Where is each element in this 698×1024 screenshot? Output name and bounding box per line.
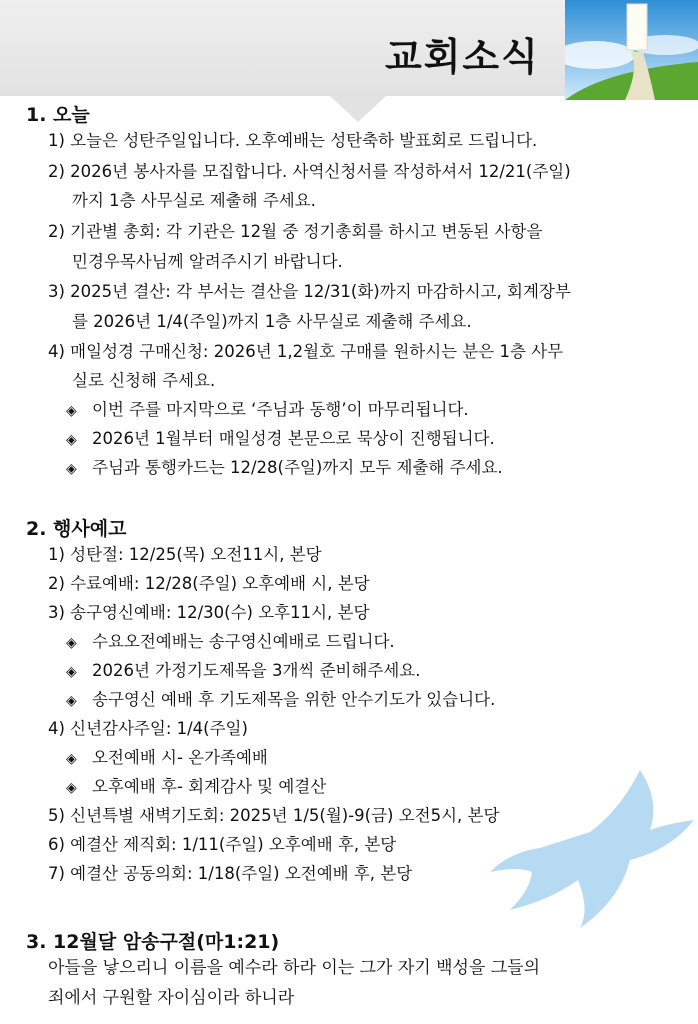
diamond-bullet-icon: ◈: [66, 461, 77, 477]
header-illustration: [565, 0, 698, 100]
diamond-bullet-icon: ◈: [66, 780, 77, 796]
bullet-item: ◈ 2026년 가정기도제목을 3개씩 준비해주세요.: [66, 661, 421, 680]
diamond-bullet-icon: ◈: [66, 693, 77, 709]
event-item: 4) 신년감사주일: 1/4(주일): [48, 719, 248, 738]
bullet-item: ◈ 오후예배 후- 회계감사 및 예결산: [66, 777, 327, 796]
event-item: 2) 수료예배: 12/28(주일) 오후예배 시, 본당: [48, 574, 370, 593]
dove-icon: [470, 760, 698, 930]
section-1-line: 4) 매일성경 구매신청: 2026년 1,2월호 구매를 원하시는 분은 1층 사무: [48, 342, 564, 361]
bullet-item: ◈ 송구영신 예배 후 기도제목을 위한 안수기도가 있습니다.: [66, 690, 496, 709]
diamond-bullet-icon: ◈: [66, 432, 77, 448]
section-1-line: 2) 2026년 봉사자를 모집합니다. 사역신청서를 작성하셔서 12/21(주일): [48, 162, 571, 181]
event-item: 3) 송구영신예배: 12/30(수) 오후11시, 본당: [48, 603, 370, 622]
section-1-line: 2) 기관별 총회: 각 기관은 12월 중 정기총회를 하시고 변동된 사항을: [48, 222, 543, 241]
section-1-title: 1. 오늘: [26, 104, 90, 126]
section-1-line: 실로 신청해 주세요.: [72, 371, 216, 390]
event-item: 6) 예결산 제직회: 1/11(주일) 오후예배 후, 본당: [48, 835, 397, 854]
diamond-bullet-icon: ◈: [66, 664, 77, 680]
section-1-line: 민경우목사님께 알려주시기 바랍니다.: [72, 252, 343, 271]
diamond-bullet-icon: ◈: [66, 403, 77, 419]
bullet-item: ◈ 수요오전예배는 송구영신예배로 드립니다.: [66, 632, 395, 651]
memory-verse-line: 죄에서 구원할 자이심이라 하니라: [48, 988, 295, 1008]
bullet-item: ◈ 이번 주를 마지막으로 ‘주님과 동행’이 마무리됩니다.: [66, 400, 469, 419]
bullet-item: ◈ 오전예배 시- 온가족예배: [66, 748, 268, 767]
bullet-item: ◈ 2026년 1월부터 매일성경 본문으로 묵상이 진행됩니다.: [66, 429, 495, 448]
section-1-line: 1) 오늘은 성탄주일입니다. 오후예배는 성탄축하 발표회로 드립니다.: [48, 131, 538, 150]
event-item: 5) 신년특별 새벽기도회: 2025년 1/5(월)-9(금) 오전5시, 본당: [48, 806, 500, 825]
section-1-line: 를 2026년 1/4(주일)까지 1층 사무실로 제출해 주세요.: [72, 312, 472, 331]
diamond-bullet-icon: ◈: [66, 635, 77, 651]
memory-verse-line: 아들을 낳으리니 이름을 예수라 하라 이는 그가 자기 백성을 그들의: [48, 958, 541, 978]
event-item: 1) 성탄절: 12/25(목) 오전11시, 본당: [48, 545, 322, 564]
event-item: 7) 예결산 공동의회: 1/18(주일) 오전예배 후, 본당: [48, 864, 413, 883]
header-pointer: [330, 96, 386, 122]
diamond-bullet-icon: ◈: [66, 751, 77, 767]
section-2-title: 2. 행사예고: [26, 518, 127, 540]
section-3-title: 3. 12월달 암송구절(마1:21): [26, 931, 280, 953]
section-1-line: 3) 2025년 결산: 각 부서는 결산을 12/31(화)까지 마감하시고, 회계장부: [48, 282, 571, 301]
section-1-line: 까지 1층 사무실로 제출해 주세요.: [72, 191, 316, 210]
bullet-item: ◈ 주님과 통행카드는 12/28(주일)까지 모두 제출해 주세요.: [66, 458, 503, 477]
page-title: 교회소식: [385, 35, 540, 79]
